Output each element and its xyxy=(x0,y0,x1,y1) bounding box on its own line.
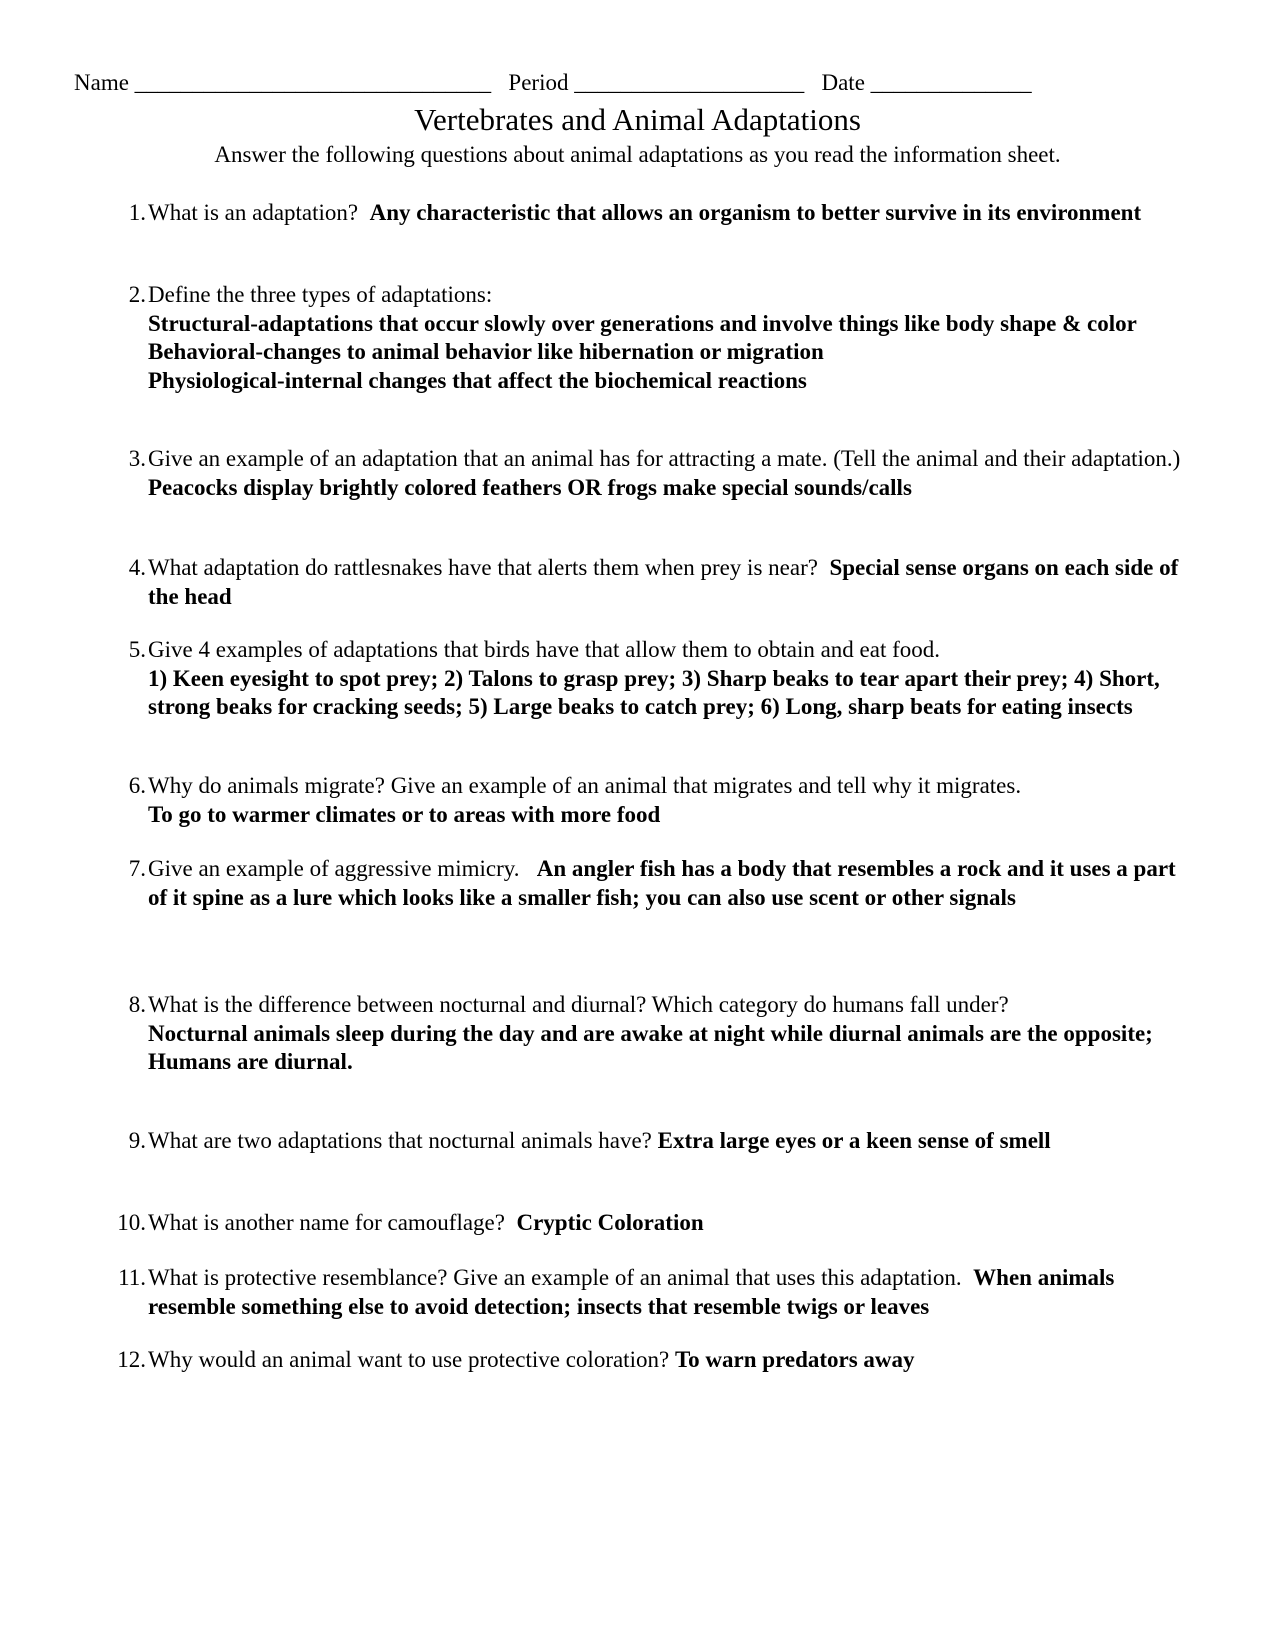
question-number: 4. xyxy=(128,555,146,580)
answer-structural: Structural-adaptations that occur slowly over generations and involve things like body shape & color xyxy=(148,310,1137,336)
question-number: 5. xyxy=(128,637,146,662)
question-number: 6. xyxy=(128,773,146,798)
answer-physiological: Physiological-internal changes that affect the biochemical reactions xyxy=(148,367,807,393)
period-label: Period xyxy=(508,70,569,95)
question-number: 2. xyxy=(128,282,146,307)
period-field[interactable]: ____________________ xyxy=(574,70,805,95)
answer-text: Peacocks display brightly colored feathers OR frogs make special sounds/calls xyxy=(148,474,912,500)
question-text: What adaptation do rattlesnakes have that alerts them when prey is near? xyxy=(148,555,818,580)
answer-text: Any characteristic that allows an organism to better survive in its environment xyxy=(369,200,1142,225)
name-field[interactable]: _______________________________ xyxy=(134,70,492,95)
question-number: 9. xyxy=(128,1128,146,1153)
question-text: What are two adaptations that nocturnal animals have? xyxy=(148,1128,652,1153)
question-number: 1. xyxy=(128,200,146,225)
answer-text: To go to warmer climates or to areas with more food xyxy=(148,801,661,827)
question-text: Why would an animal want to use protective coloration? xyxy=(148,1347,670,1372)
answer-text: Nocturnal animals sleep during the day and are awake at night while diurnal animals are the opposite; Humans are diurnal. xyxy=(148,1020,1153,1074)
answer-text: An angler fish has a body that resembles a rock and it uses a part of it spine as a lure which looks like a smaller fish; you can also use scent or other signals xyxy=(148,856,1176,910)
question-number: 7. xyxy=(128,856,146,881)
student-info-row xyxy=(74,70,1154,96)
question-number: 10. xyxy=(117,1210,146,1235)
question-text: Define the three types of adaptations: xyxy=(148,282,493,307)
name-label: Name xyxy=(74,70,129,95)
answer-text: When animals resemble something else to avoid detection; insects that resemble twigs or leaves xyxy=(148,1265,1115,1319)
instructions: Answer the following questions about animal adaptations as you read the information sheet. xyxy=(214,142,1061,167)
question-text: Give an example of aggressive mimicry. xyxy=(148,856,520,881)
question-text: What is another name for camouflage? xyxy=(148,1210,505,1235)
page-title: Vertebrates and Animal Adaptations xyxy=(414,102,861,137)
question-text: What is the difference between nocturnal and diurnal? Which category do humans fall under? xyxy=(148,992,1009,1017)
answer-text: Cryptic Coloration xyxy=(516,1210,704,1235)
date-label: Date xyxy=(821,70,865,95)
answer-behavioral: Behavioral-changes to animal behavior like hibernation or migration xyxy=(148,339,824,364)
question-number: 3. xyxy=(128,446,146,471)
answer-text: Extra large eyes or a keen sense of smell xyxy=(657,1128,1051,1153)
question-number: 8. xyxy=(128,992,146,1017)
question-number: 12. xyxy=(117,1347,146,1372)
answer-text: Special sense organs on each side of the head xyxy=(148,555,1179,609)
date-field[interactable]: ______________ xyxy=(870,70,1032,95)
question-text: Give 4 examples of adaptations that birds have that allow them to obtain and eat food. xyxy=(148,637,941,662)
question-text: What is an adaptation? xyxy=(148,200,359,225)
question-text: Give an example of an adaptation that an animal has for attracting a mate. (Tell the animal and their adaptation.) xyxy=(148,446,1181,471)
question-text: Why do animals migrate? Give an example of an animal that migrates and tell why it migrates. xyxy=(148,773,1022,798)
answer-text: To warn predators away xyxy=(674,1347,915,1372)
answer-text: 1) Keen eyesight to spot prey; 2) Talons to grasp prey; 3) Sharp beaks to tear apart their prey; 4) Short, strong beaks for cracking seeds; 5) Large beaks to catch prey; 6) Long, sharp beats for eating insects xyxy=(148,665,1160,719)
question-text: What is protective resemblance? Give an example of an animal that uses this adaptation. xyxy=(148,1265,962,1290)
question-number: 11. xyxy=(118,1265,146,1290)
